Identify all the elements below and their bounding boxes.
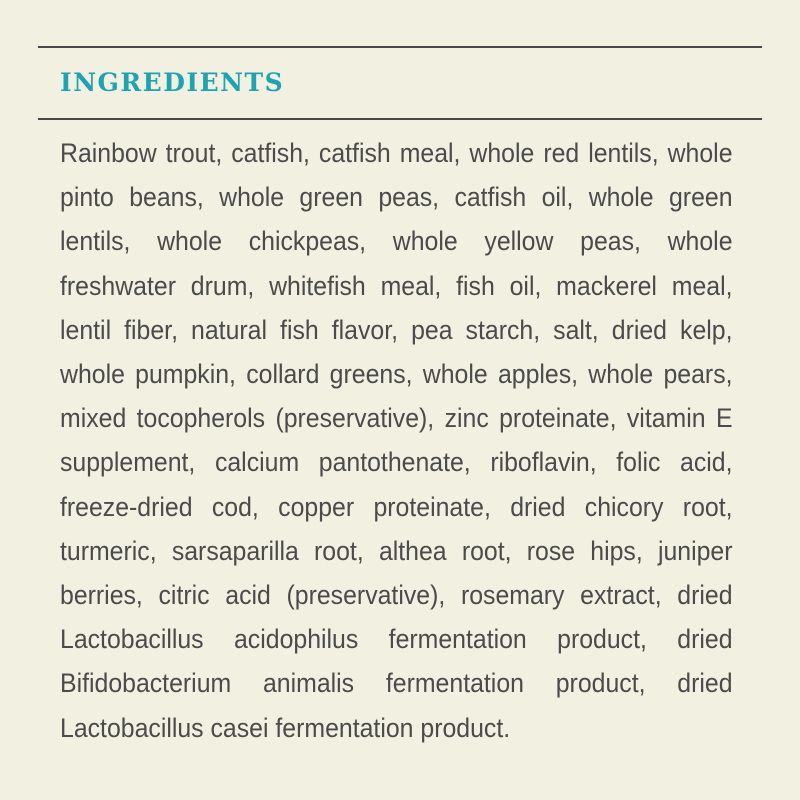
title-divider: [38, 118, 762, 120]
ingredients-panel: [38, 46, 762, 120]
section-title: INGREDIENTS: [60, 68, 285, 97]
ingredients-list: Rainbow trout, catfish, catfish meal, whole red lentils, whole pinto beans, whole green peas, catfish oil, whole green lentils, whole chickpeas, whole yellow peas, whole freshwater drum, whitefish meal, fish oil, mackerel meal, lentil fiber, natural fish flavor, pea starch, salt, dried kelp, whole pumpkin, collard greens, whole apples, whole pears, mixed tocopherols (preservative), zinc proteinate, vitamin E supplement, calcium pantothenate, riboflavin, folic acid, freeze-dried cod, copper proteinate, dried chicory root, turmeric, sarsaparilla root, althea root, rose hips, juniper berries, citric acid (preservative), rosemary extract, dried Lactobacillus acidophilus fermentation product, dried Bifidobacterium animalis fermentation product, dried Lactobacillus casei fermentation product.: [60, 138, 733, 743]
